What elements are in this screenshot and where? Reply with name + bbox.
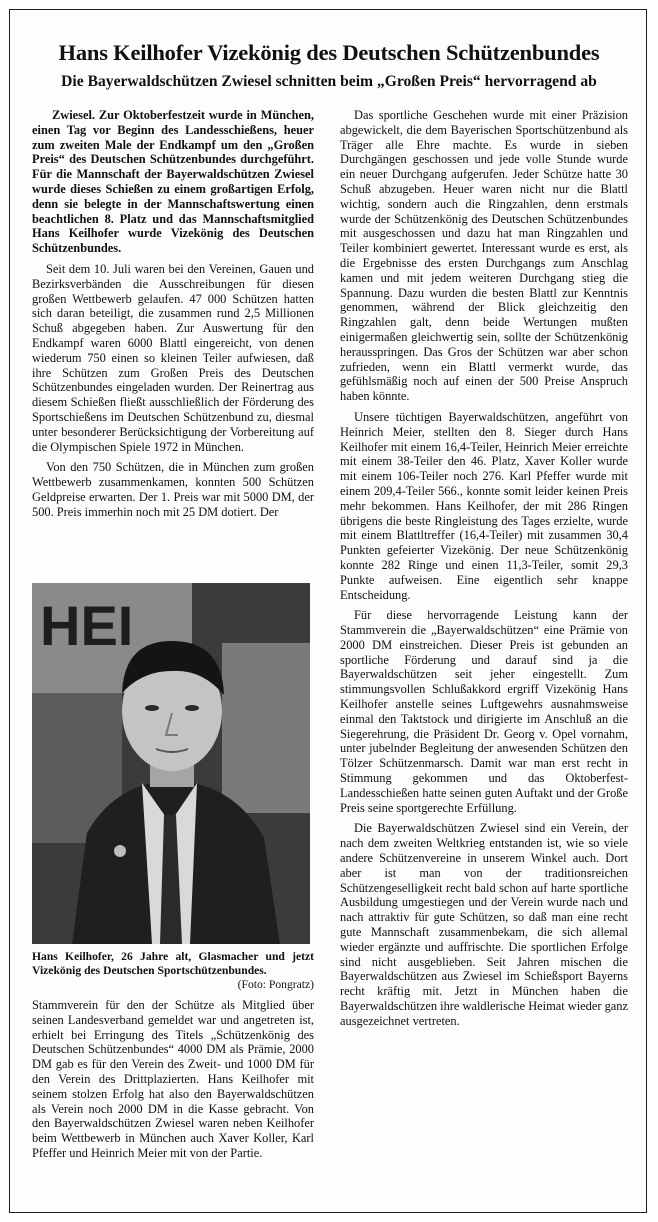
right-column <box>340 108 628 1029</box>
body-paragraph: Seit dem 10. Juli waren bei den Vereinen, Gauen und Bezirksverbänden die Ausschreibungen für diesen großen Wettbewerb gelaufen. 47 000 Schützen hatten sich daran beteiligt, die zusammen rund 2,5 Millionen Schuß abgegeben haben. Zur Auswertung für den Endkampf waren 6000 Blattl eingereicht, von denen wiederum 750 einen so kleinen Teiler aufwiesen, daß ihre Schützen zum Großen Preis des Deutschen Schützenbundes eingeladen wurden. Der Reinertrag aus diesem Schießen fließt ausschließlich der Förderung des Sportschießens im Deutschen Schützenbund zu, diesmal unter besonderer Berücksichtigung der Vorbereitung auf die Olympischen Spiele 1972 in München. <box>32 261 314 454</box>
photo-sign-text: HEI <box>40 594 134 657</box>
caption-text: Hans Keilhofer, 26 Jahre alt, Glasmacher und jetzt Vizekönig des Deutschen Sportschützenbundes. <box>32 950 314 977</box>
body-paragraph: Stammverein für den der Schütze als Mitglied über seinen Landesverband gemeldet war und angetreten ist, erhielt bei Erringung des Titels „Schützenkönig des Deutschen Schützenbundes“ 4000 DM als Prämie, 2000 DM gab es für den Verein des Zweit- und 1000 DM für den Verein des Drittplazierten. Hans Keilhofer mit seinem stolzen Erfolg hat also den Bayerwaldschützen als Verein noch 2000 DM in die Kasse gebracht. Von den Bayerwaldschützen Zwiesel waren neben Keilhofer beim Wettbewerb in München auch Xaver Koller, Karl Pfeffer und Heinrich Meier mit von der Partie. <box>32 998 314 1160</box>
article-headline: Hans Keilhofer Vizekönig des Deutschen Schützenbundes <box>58 40 600 65</box>
photo-caption <box>32 950 314 992</box>
body-paragraph: Die Bayerwaldschützen Zwiesel sind ein Verein, der nach dem zweiten Weltkrieg entstanden ist, wie so viele andere Schützenvereine in unserem Winkel auch. Dort aber ist man von der traditionsreichen Schützengeselligkeit recht bald schon auf harte sportliche Ausbildung umgestiegen und der Verein wurde nach und nach attraktiv für gute Schützen, so daß man eine recht gute Mannschaft zusammenbekam, die sich allemal wieder ergänzte und auffrischte. Die sportlichen Erfolge sind nicht ausgeblieben. Seit Jahren mischen die Bayerwaldschützen aus Zwiesel im Schießsport Bayerns recht kräftig mit. Jetzt in München haben die Bayerwaldschützen ihre waldlerische Heimat wieder ganz ausgezeichnet vertreten. <box>340 821 628 1028</box>
portrait-photo <box>32 583 310 944</box>
newspaper-clipping <box>9 9 647 1213</box>
body-paragraph: Für diese hervorragende Leistung kann der Stammverein die „Bayerwaldschützen“ eine Prämie von 2000 DM einstreichen. Dieser Preis ist gebunden an sportliche Förderung und darauf sind ja die Bayerwaldschützen seit jeher eingestellt. Zum stimmungsvollen Schlußakkord ergriff Vizekönig Hans Keilhofer anstelle seines Luftgewehrs ausnahmsweise einmal den Taktstock und dirigierte im Anschluß an die Siegerehrung, die Präsident Dr. Georg v. Opel vornahm, unter jubelnder Begleitung der anwesenden Schützen den Tölzer Schützenmarsch. Damit war man erst recht in Stimmung gekommen und das Oktoberfest-Landesschießen hatte seinen guten Auftakt und der Große Preis seine sportgerechte Erfüllung. <box>340 608 628 815</box>
lead-paragraph: Zwiesel. Zur Oktoberfestzeit wurde in München, einen Tag vor Beginn des Landesschießens, heuer zum zweiten Male der Endkampf um den „Großen Preis“ des Deutschen Schützenbundes durchgeführt. Für die Mannschaft der Bayerwaldschützen Zwiesel wurde dieses Schießen zu einem großartigen Erfolg, denn sie belegte in der Mannschaftswertung einen beachtlichen 8. Platz und das Mannschaftsmitglied Hans Keilhofer wurde Vizekönig des Deutschen Schützenbundes. <box>32 108 314 256</box>
left-column-continued <box>32 998 314 1161</box>
article-subheadline: Die Bayerwaldschützen Zwiesel schnitten beim „Großen Preis“ hervorragend ab <box>61 73 597 90</box>
left-column <box>32 108 314 520</box>
photo-credit: (Foto: Pongratz) <box>237 978 314 991</box>
body-paragraph: Das sportliche Geschehen wurde mit einer Präzision abgewickelt, die dem Bayerischen Sportschützenbund als Träger alle Ehre machte. Es wurde in sieben Durchgängen geschossen und jede volle Stunde wurde ein neuer Durchgang aufgerufen. Jeder Schütze hatte 30 Schuß abzugeben. Heuer waren nicht nur die Blattl wichtig, sondern auch die Ringzahlen, denn erstmals wurde der Schützenkönig des Deutschen Schützenbundes mit ausgeschossen und dazu hat man Ringzahlen und Teiler kombiniert gewertet. Interessant wurde es erst, als die Ergebnisse des ersten Durchgangs zum Anschlag kamen und mit jedem weiteren Durchgang stieg die Spannung. Dazu wurden die besten Blattl zur Kenntnis genommen, während der Blick gleichzeitig den Ringzahlen galt, denn beide Wertungen mußten einigermaßen gleichwertig sein, sollte der Schützenkönig herausspringen. Das Gros der Schützen war aber schon zufrieden, wenn ein Blattl vermerkt wurde, das gefühlsmäßig noch auf einen der 500 Preise Anspruch haben könnte. <box>340 108 628 404</box>
portrait-illustration <box>32 583 310 944</box>
body-paragraph: Unsere tüchtigen Bayerwaldschützen, angeführt von Heinrich Meier, stellten den 8. Sieger durch Hans Keilhofer mit einem 16,4-Teiler, Heinrich Meier erreichte mit einem 38-Teiler den 46. Platz, Xaver Koller wurde mit einem 106-Teiler noch 276. Karl Pfeffer wurde mit einem 209,4-Teiler 566., konnte somit leider keinen Preis mehr bekommen. Hans Keilhofer, der mit 286 Ringen übrigens die beste Ringleistung des Tages erzielte, wurde mit einem Blattltreffer (16,4-Teiler) mit zusammen 30,4 Punkten gefeierter Vizekönig. Der neue Schützenkönig konnte 282 Ringe und einen 11,3-Teiler, somit 29,3 Punkte aufweisen. Eine eigentlich sehr knappe Entscheidung. <box>340 409 628 602</box>
body-paragraph: Von den 750 Schützen, die in München zum großen Wettbewerb zusammenkamen, konnten 500 Schützen Geldpreise erwarten. Der 1. Preis war mit 5000 DM, der 500. Preis immerhin noch mit 25 DM dotiert. Der <box>32 460 314 519</box>
